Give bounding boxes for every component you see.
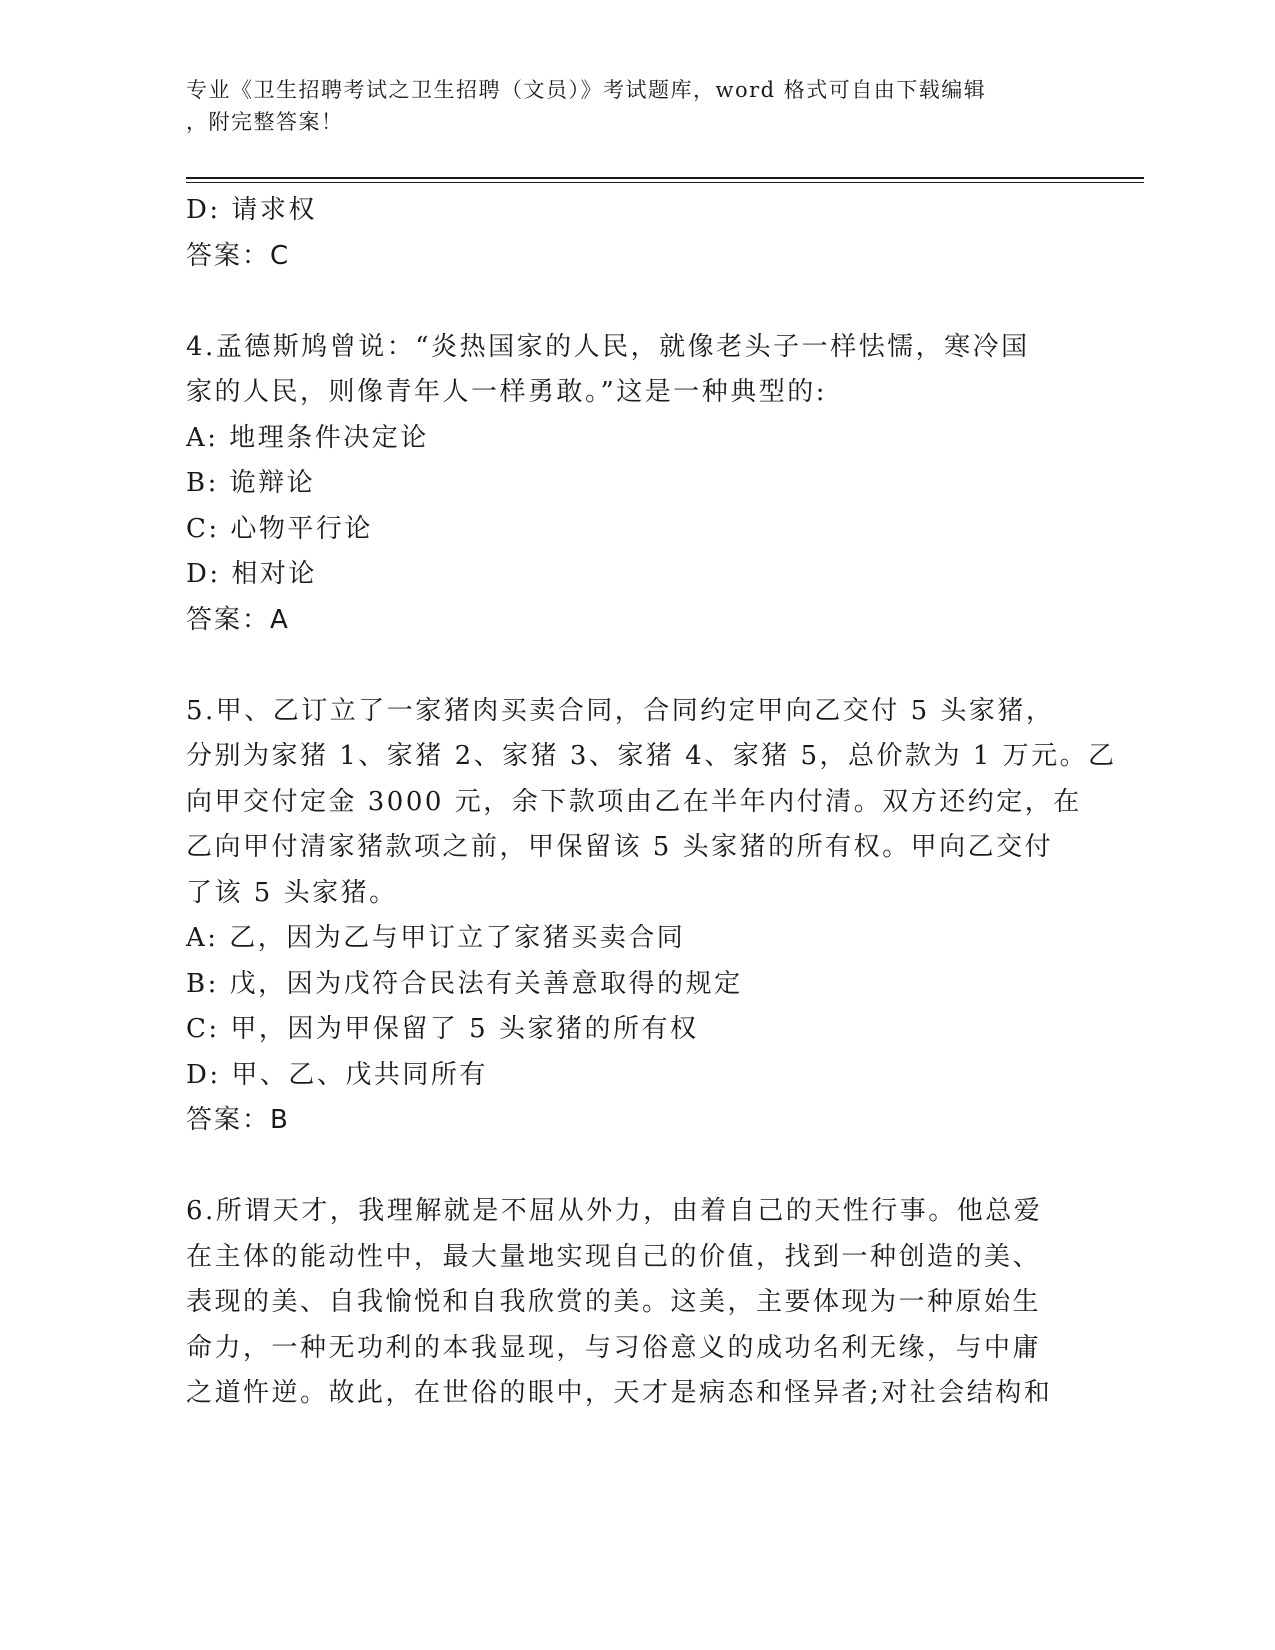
question-stem: 乙向甲付清家猪款项之前，甲保留该 5 头家猪的所有权。甲向乙交付 [186, 832, 1054, 862]
answer-line: 答案：A [186, 604, 290, 635]
question-stem: 4.孟德斯鸠曾说：“炎热国家的人民，就像老头子一样怯懦，寒冷国 [186, 331, 1030, 362]
question-stem: 6.所谓天才，我理解就是不屈从外力，由着自己的天性行事。他总爱 [186, 1196, 1043, 1226]
spacer [186, 643, 1086, 689]
option-a: A: 乙，因为乙与甲订立了家猪买卖合同 [186, 923, 686, 953]
question-6 [186, 1189, 1086, 1417]
question-4 [186, 325, 1086, 644]
option-a: A: 地理条件决定论 [186, 422, 429, 453]
option-d: D: 甲、乙、戊共同所有 [186, 1059, 488, 1090]
document-header [186, 74, 1066, 138]
header-divider-thin [186, 182, 1144, 183]
option-c: C: 甲，因为甲保留了 5 头家猪的所有权 [186, 1014, 699, 1044]
question-3-tail [186, 188, 1086, 279]
question-stem: 了该 5 头家猪。 [186, 877, 398, 908]
question-stem: 表现的美、自我愉悦和自我欣赏的美。这美，主要体现为一种原始生 [186, 1287, 1042, 1317]
option-b: B: 戊，因为戊符合民法有关善意取得的规定 [186, 968, 743, 999]
header-line-1: 专业《卫生招聘考试之卫生招聘（文员）》考试题库，word 格式可自由下载编辑 [186, 78, 987, 102]
header-divider-thick [186, 177, 1144, 179]
option-c: C: 心物平行论 [186, 513, 373, 544]
option-d: D: 相对论 [186, 559, 317, 589]
answer-line: 答案：B [186, 1105, 290, 1135]
question-stem: 在主体的能动性中，最大量地实现自己的价值，找到一种创造的美、 [186, 1241, 1042, 1272]
document-body [186, 188, 1117, 1417]
spacer [186, 279, 1086, 325]
question-5 [186, 689, 1117, 1144]
answer-line: 答案：C [186, 240, 291, 271]
option-d: D: 请求权 [186, 195, 317, 225]
question-stem: 命力，一种无功利的本我显现，与习俗意义的成功名利无缘，与中庸 [186, 1332, 1042, 1363]
question-stem: 分别为家猪 1、家猪 2、家猪 3、家猪 4、家猪 5，总价款为 1 万元。乙 [186, 741, 1117, 771]
question-stem: 5.甲、乙订立了一家猪肉买卖合同，合同约定甲向乙交付 5 头家猪， [186, 695, 1055, 726]
question-stem: 家的人民，则像青年人一样勇敢。”这是一种典型的: [186, 377, 828, 407]
option-b: B: 诡辩论 [186, 468, 316, 498]
question-stem: 之道忤逆。故此，在世俗的眼中，天才是病态和怪异者;对社会结构和 [186, 1378, 1053, 1408]
spacer [186, 1144, 1086, 1190]
question-stem: 向甲交付定金 3000 元，余下款项由乙在半年内付清。双方还约定，在 [186, 786, 1082, 817]
header-line-2: ，附完整答案！ [186, 110, 344, 134]
